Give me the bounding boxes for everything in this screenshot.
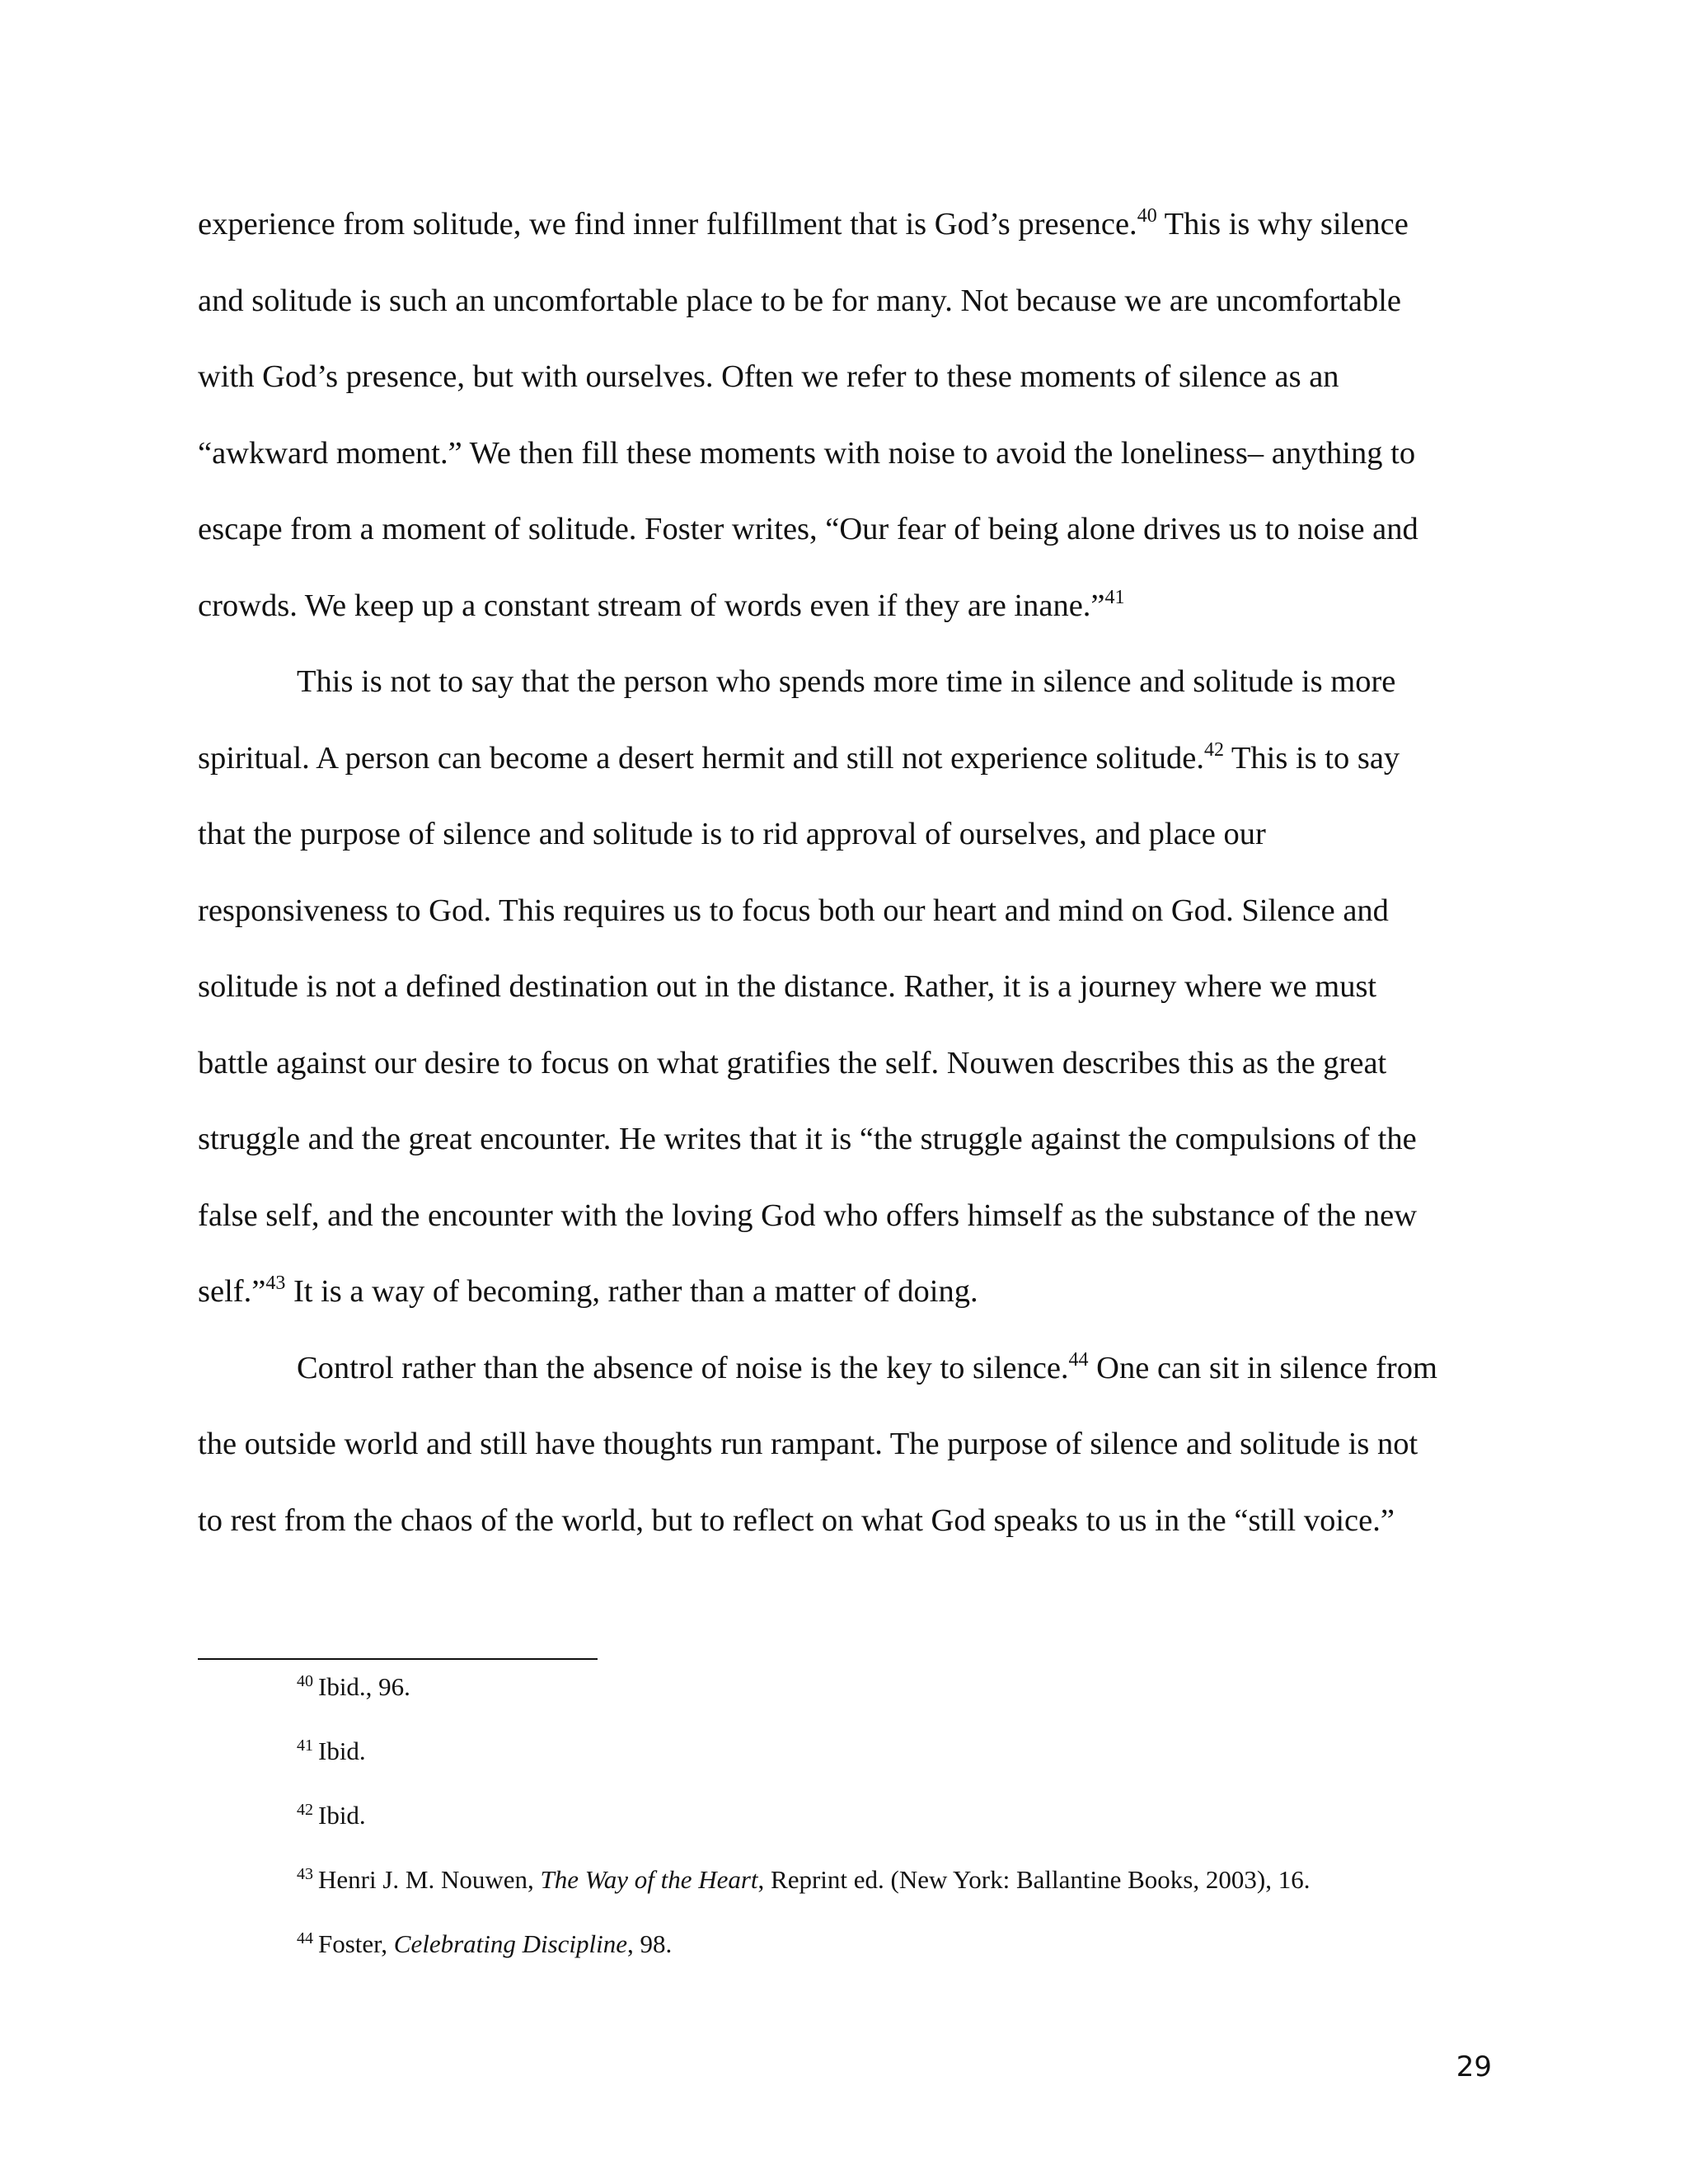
text-run: This is to say [1223,740,1400,776]
footnote-title: The Way of the Heart [540,1865,758,1894]
footnote-ref[interactable]: 42 [1203,738,1224,761]
footnote-text: Foster, [318,1929,394,1958]
text-run: experience from solitude, we find inner fulfillment that is God’s presence. [198,207,1137,241]
footnote-text: , 98. [627,1929,673,1958]
footnote-text: Ibid., 96. [318,1672,410,1701]
text-run: One can sit in silence from [1088,1350,1437,1385]
footnote-title: Celebrating Discipline [393,1929,628,1958]
footnote-separator [198,1658,598,1660]
text-line: to rest from the chaos of the world, but to reflect on what God speaks to us in the “still voice.” [198,1502,1395,1538]
text-run: self.” [198,1274,266,1309]
footnote-text: Ibid. [318,1736,366,1765]
text-line: solitude is not a defined destination out in the distance. Rather, it is a journey where we must [198,969,1377,1004]
footnote [297,1800,1533,1831]
text-run: crowds. We keep up a constant stream of words even if they are inane.” [198,588,1105,623]
text-line [198,1330,1500,1407]
text-line: the outside world and still have thoughts run rampant. The purpose of silence and solitude is not [198,1427,1418,1461]
footnote-number: 43 [297,1864,313,1883]
paragraph [198,1330,1500,1559]
text-run: Control rather than the absence of noise is the key to silence. [297,1350,1069,1385]
text-run: spiritual. A person can become a desert hermit and still not experience solitude. [198,740,1204,776]
footnote [297,1929,1533,1960]
text-line: with God’s presence, but with ourselves. Often we refer to these moments of silence as an [198,359,1339,394]
text-line [198,568,1500,644]
text-run: It is a way of becoming, rather than a matter of doing. [285,1274,978,1309]
paragraph [198,644,1500,1330]
text-run: This is why silence [1156,207,1409,241]
footnote-text: Ibid. [318,1801,366,1830]
text-line: that the purpose of silence and solitude is to rid approval of ourselves, and place our [198,817,1266,851]
text-line [198,720,1500,797]
footnote [297,1864,1533,1896]
body-text [198,186,1500,1558]
footnote-text: , Reprint ed. (New York: Ballantine Books, 2003), 16. [757,1865,1311,1894]
paragraph [198,186,1500,644]
footnote-ref[interactable]: 44 [1068,1348,1089,1371]
footnote-number: 40 [297,1671,313,1690]
text-line [198,186,1500,263]
footnote [297,1671,1533,1703]
page-number: 29 [1456,2050,1492,2083]
footnote-number: 41 [297,1736,313,1755]
footnote-ref[interactable]: 40 [1137,205,1157,227]
footnote-number: 44 [297,1929,313,1947]
text-line [198,1254,1500,1330]
text-line: escape from a moment of solitude. Foster writes, “Our fear of being alone drives us to noise and [198,512,1418,546]
text-line: This is not to say that the person who spends more time in silence and solitude is more [297,664,1396,699]
footnote-ref[interactable]: 41 [1104,586,1125,608]
footnote [297,1736,1533,1767]
footnote-text: Henri J. M. Nouwen, [318,1865,541,1894]
text-line: and solitude is such an uncomfortable place to be for many. Not because we are uncomfortable [198,283,1401,318]
footnote-ref[interactable]: 43 [265,1272,286,1295]
text-line: responsiveness to God. This requires us to focus both our heart and mind on God. Silence and [198,893,1389,928]
text-line: “awkward moment.” We then fill these moments with noise to avoid the loneliness– anything to [198,435,1416,471]
text-line: false self, and the encounter with the loving God who offers himself as the substance of the new [198,1197,1417,1233]
text-line: struggle and the great encounter. He writes that it is “the struggle against the compulsions of the [198,1122,1417,1156]
footnote-number: 42 [297,1800,313,1819]
text-line: battle against our desire to focus on what gratifies the self. Nouwen describes this as the great [198,1045,1387,1080]
footnotes-list [297,1671,1533,1993]
